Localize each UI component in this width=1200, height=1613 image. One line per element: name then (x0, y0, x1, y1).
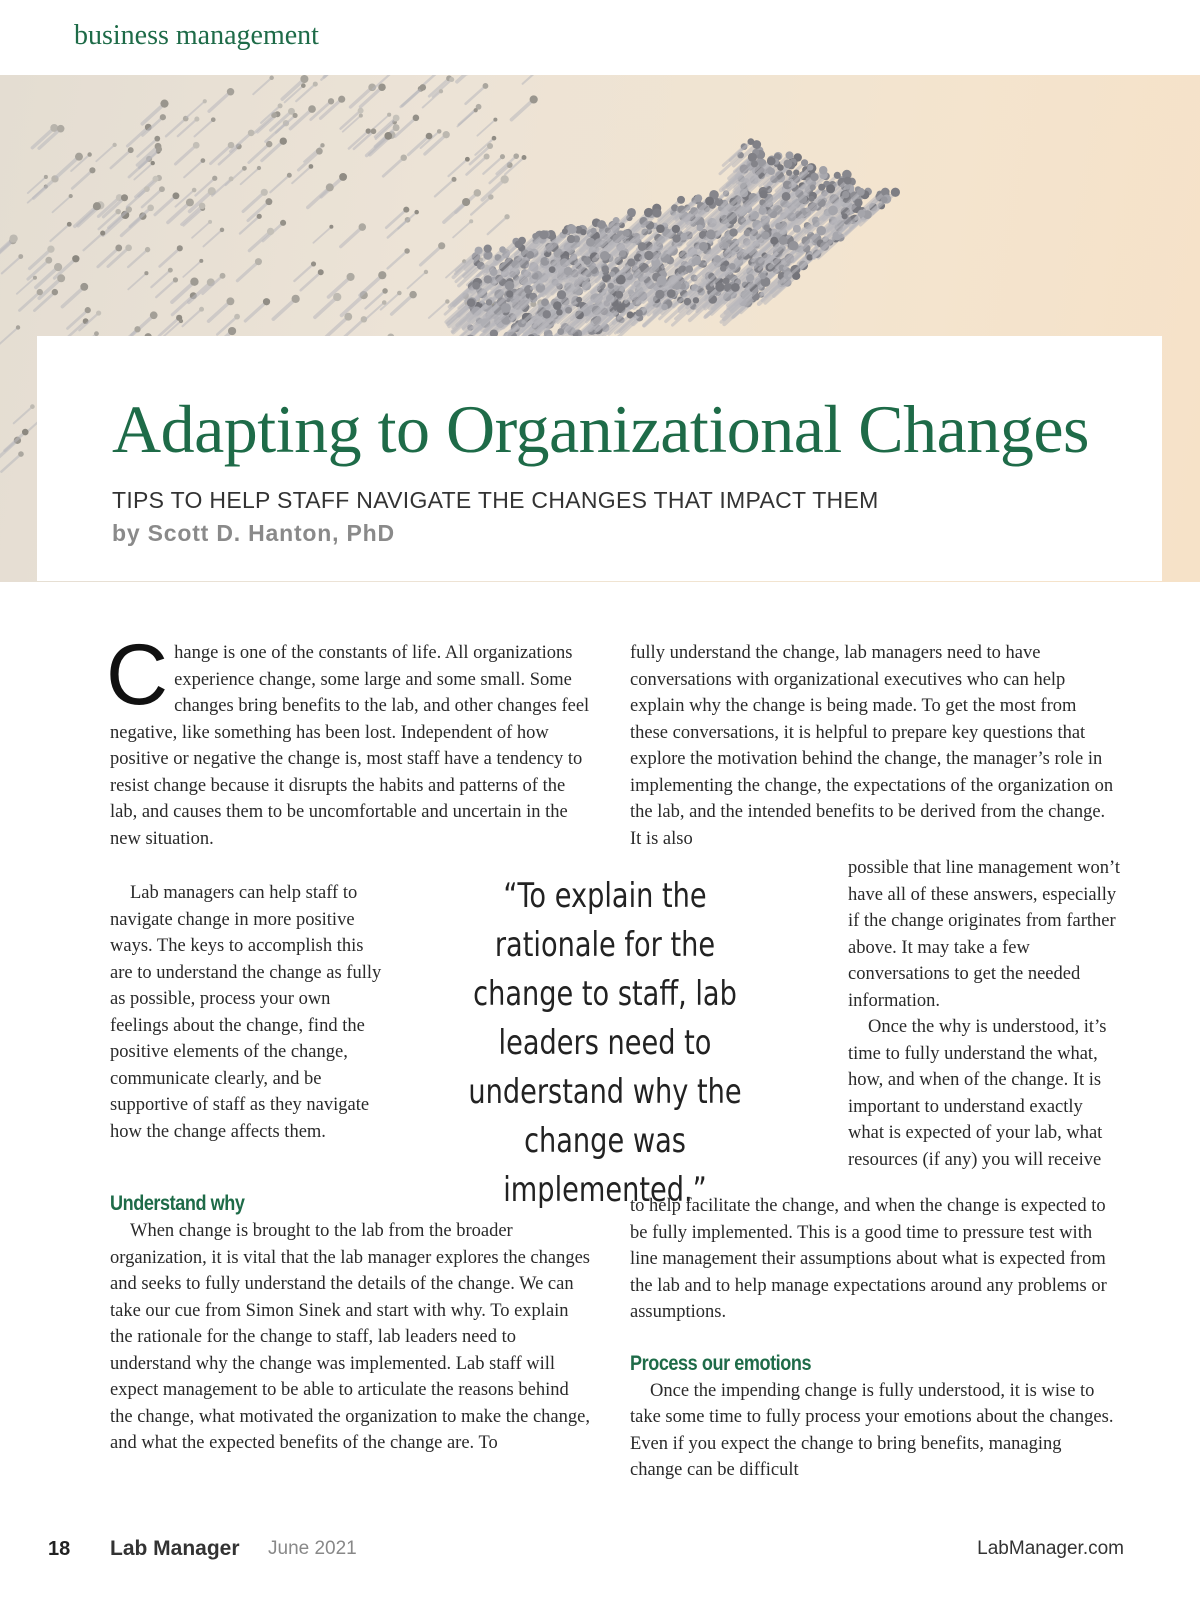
right-column-bottom (630, 1193, 1118, 1484)
paragraph-intro: Change is one of the constants of life. All organizations experience change, some large and some small. Some changes bring benefits to the lab, and other changes feel negative, like something has been lost. Independent of how positive or negative the change is, most staff have a tendency to resist change because it disrupts the habits and patterns of the lab, and causes them to be uncomfortable and uncertain in the new situation. (106, 627, 590, 849)
page-number: 18 (48, 1538, 71, 1560)
paragraph-what-how-when: Once the why is understood, it’s time to fully understand the what, how, and when of the change. It is important to understand exactly what is expected of your lab, what resources (if any) you will receive (848, 1017, 1107, 1170)
paragraph-understand-why: When change is brought to the lab from the broader organization, it is vital that the lab manager explores the changes and seeks to fully understand the details of the change. We can take our cue from Simon Sinek and start with why. To explain the rationale for the change to staff, lab leaders need to understand why the change was implemented. Lab staff will expect management to be able to articulate the reasons behind the change, what motivated the organization to make the change, and what the expected benefits of the change are. To (110, 1221, 590, 1453)
website-link[interactable]: LabManager.com (977, 1538, 1124, 1559)
heading-process-emotions: Process our emotions (630, 1351, 812, 1375)
article-byline: by Scott D. Hanton, PhD (112, 520, 395, 546)
pull-quote: “To explain the rationale for the change to staff, lab leaders need to understand why the change was implemented.” (468, 876, 742, 1210)
paragraph-conversations: fully understand the change, lab managers need to have conversations with organizational executives who can help explain why the change is being made. To get the most from these conversations, it is helpful to prepare key questions that explore the motivation behind the change, the manager’s role in implementing the change, the expectations of the organization on the lab, and the intended benefits to be derived from the change. It is also (630, 643, 1114, 849)
paragraph-process-emotions: Once the impending change is fully understood, it is wise to take some time to fully process your emotions about the changes. Even if you expect the change to bring benefits, managing change can be difficult (630, 1380, 1114, 1480)
left-column-bottom (110, 1190, 592, 1457)
paragraph-keys: Lab managers can help staff to navigate change in more positive ways. The keys to accomplish this are to understand the change as fully as possible, process your own feelings about the change, find the positive elements of the change, communicate clearly, and be supportive of staff as they navigate how the change affects them. (110, 883, 382, 1142)
article-subtitle: TIPS TO HELP STAFF NAVIGATE THE CHANGES THAT IMPACT THEM (112, 487, 879, 513)
right-column-top (630, 640, 1118, 852)
left-column-narrow (110, 880, 388, 1145)
left-column-top (106, 627, 592, 852)
drop-cap: C (106, 627, 169, 723)
magazine-name: Lab Manager (110, 1537, 240, 1560)
issue-date: June 2021 (268, 1538, 357, 1559)
heading-understand-why: Understand why (110, 1192, 245, 1215)
section-label: business management (74, 20, 319, 51)
paragraph-facilitate: to help facilitate the change, and when the change is expected to be fully implemented. This is a good time to pressure test with line management their assumptions about what is expected from the lab and to help manage expectations around any problems or assumptions. (630, 1196, 1107, 1322)
right-column-narrow (848, 855, 1120, 1173)
paragraph-line-management: possible that line management won’t have all of these answers, especially if the change originates from farther above. It may take a few conversations to get the needed information. (848, 858, 1120, 1011)
article-title: Adapting to Organizational Changes (112, 391, 1089, 467)
